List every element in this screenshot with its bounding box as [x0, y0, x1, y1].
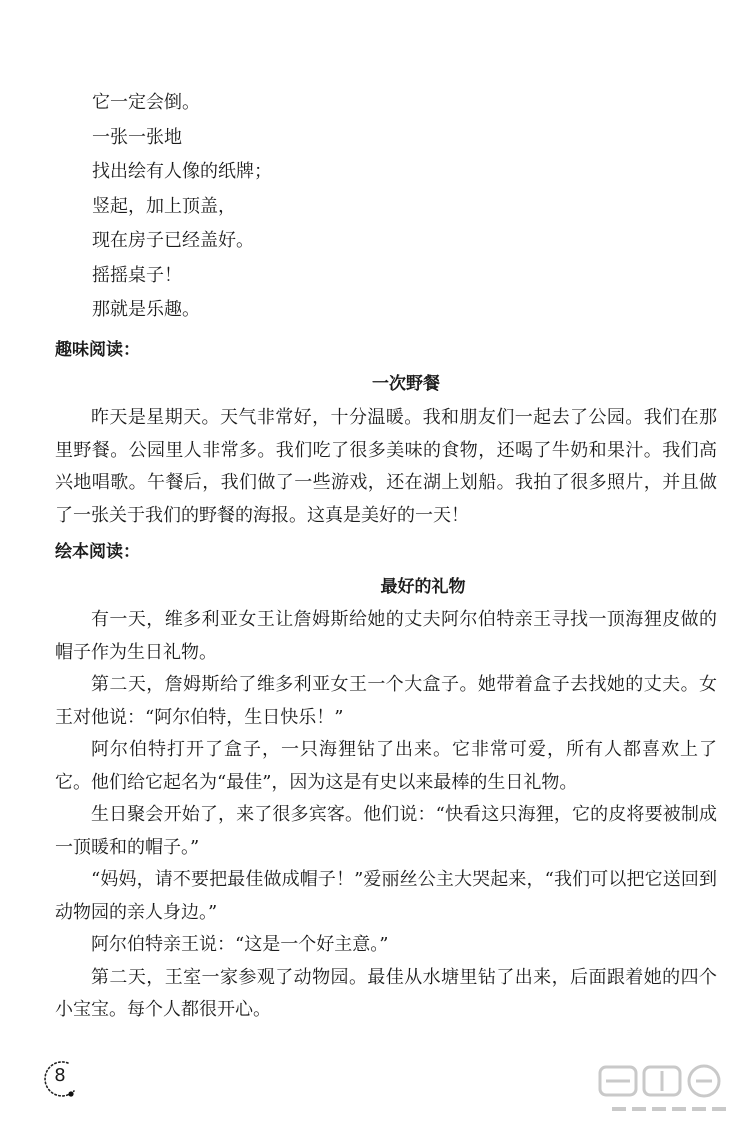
- poem-line: 找出绘有人像的纸牌；: [92, 161, 272, 182]
- poem-block: [92, 86, 692, 328]
- best-gift-story-body: [55, 604, 717, 1027]
- story-paragraph: 有一天，维多利亚女王让詹姆斯给她的丈夫阿尔伯特亲王寻找一顶海狸皮做的帽子作为生日礼物。: [55, 609, 717, 663]
- poem-line: 竖起，加上顶盖，: [92, 195, 236, 217]
- poem-line: 摇摇桌子！: [92, 264, 182, 286]
- story-paragraph: 第二天，詹姆斯给了维多利亚女王一个大盒子。她带着盒子去找她的丈夫。女王对他说：“阿尔伯特，生日快乐！”: [55, 674, 717, 728]
- section-heading-fun-reading: 趣味阅读：: [55, 340, 140, 360]
- poem-line: 它一定会倒。: [92, 92, 200, 113]
- page-number: 8: [54, 1065, 66, 1086]
- poem-line: 那就是乐趣。: [92, 299, 200, 320]
- story-title-picnic: 一次野餐: [372, 374, 440, 394]
- section-heading-picture-book: 绘本阅读：: [55, 542, 140, 562]
- poem-line: 现在房子已经盖好。: [92, 230, 254, 251]
- story-title-best-gift: 最好的礼物: [380, 577, 466, 597]
- story-paragraph: “妈妈，请不要把最佳做成帽子！”爱丽丝公主大哭起来，“我们可以把它送回到动物园的亲人身边。”: [55, 869, 717, 923]
- story-paragraph: 阿尔伯特亲王说：“这是一个好主意。”: [91, 934, 389, 955]
- story-paragraph: 昨天是星期天。天气非常好，十分温暖。我和朋友们一起去了公园。我们在那里野餐。公园里人非常多。我们吃了很多美味的食物，还喝了牛奶和果汁。我们高兴地唱歌。午餐后，我们做了一些游戏，还在湖上划船。我拍了很多照片，并且做了一张关于我们的野餐的海报。这真是美好的一天！: [55, 407, 717, 526]
- story-paragraph: 阿尔伯特打开了盒子，一只海狸钻了出来。它非常可爱，所有人都喜欢上了它。他们给它起名为“最佳”，因为这是有史以来最棒的生日礼物。: [55, 739, 717, 793]
- story-paragraph: 生日聚会开始了，来了很多宾客。他们说：“快看这只海狸，它的皮将要被制成一顶暖和的帽子。”: [55, 804, 717, 858]
- page-number-badge: [38, 1057, 82, 1101]
- watermark-logo-icon: [592, 1061, 742, 1121]
- story-paragraph: 第二天，王室一家参观了动物园。最佳从水塘里钻了出来，后面跟着她的四个小宝宝。每个人都很开心。: [55, 966, 717, 1020]
- picnic-story-body: [55, 402, 717, 532]
- poem-line: 一张一张地: [92, 126, 182, 148]
